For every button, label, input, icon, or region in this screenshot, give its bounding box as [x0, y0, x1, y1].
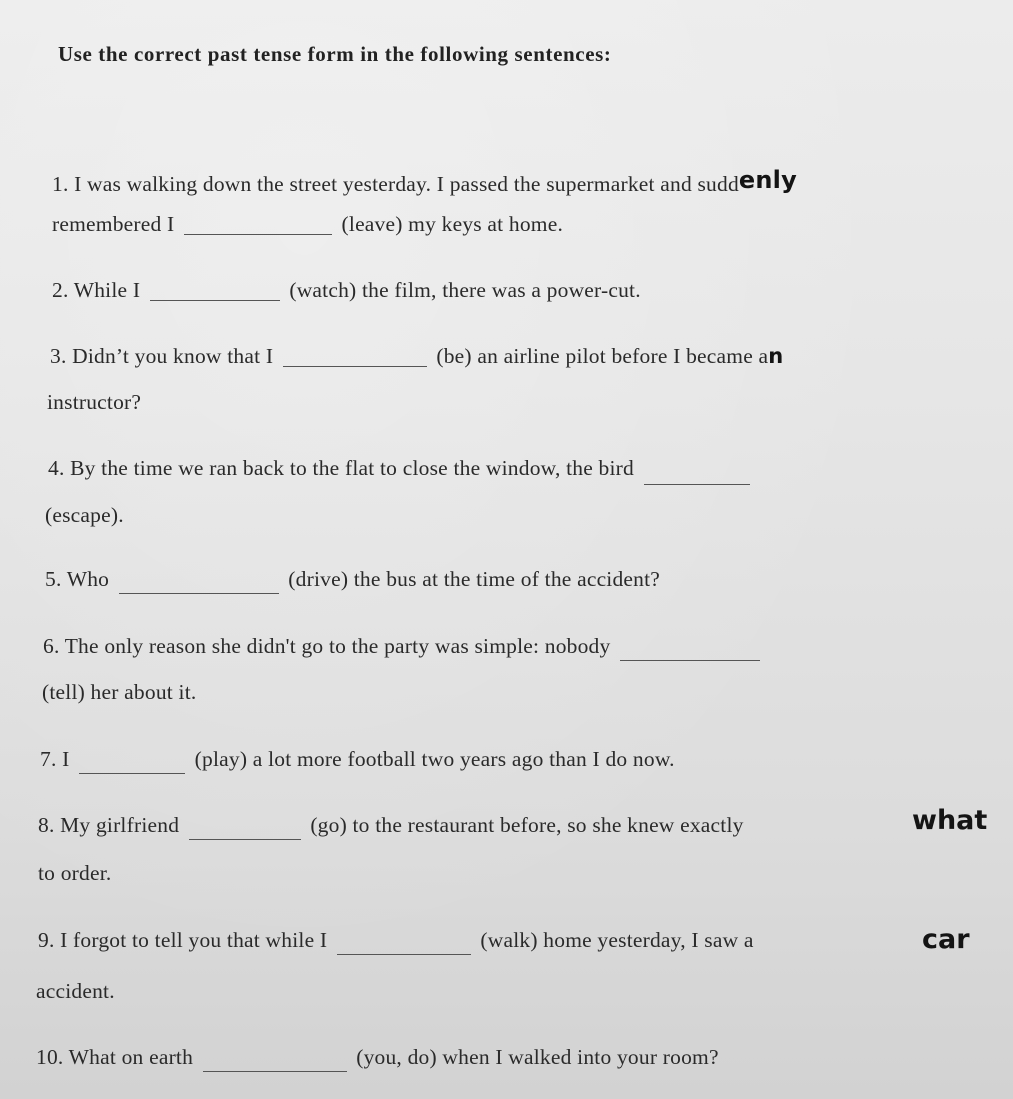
sentence-9-number: 9. [38, 928, 55, 952]
sentence-6-number: 6. [43, 634, 60, 658]
sentence-2-number: 2. [52, 278, 69, 302]
sentence-6-line-2: (tell) her about it. [42, 680, 197, 704]
sentence-2-verb-hint: (watch) the film, there was a power-cut. [289, 278, 641, 302]
sentence-5 [45, 567, 660, 592]
sentence-9-handwriting: car [922, 924, 970, 955]
sentence-7-verb-hint: (play) a lot more football two years ago than I do now. [194, 747, 675, 771]
sentence-1-verb-hint: (leave) my keys at home. [341, 212, 564, 236]
sentence-3-handwriting: n [768, 344, 784, 368]
sentence-9-verb-hint: (walk) home yesterday, I saw a [480, 928, 754, 952]
sentence-4-line-2: (escape). [45, 503, 124, 527]
sentence-8-number: 8. [38, 813, 55, 837]
sentence-8-answer-blank[interactable] [189, 838, 301, 840]
sentence-7-number: 7. [40, 747, 57, 771]
sentence-5-verb-hint: (drive) the bus at the time of the accident? [288, 567, 661, 591]
sentence-3-line-2: instructor? [47, 390, 142, 414]
sentence-2-answer-blank[interactable] [150, 299, 280, 301]
sentence-1-line-2 [52, 212, 563, 237]
sentence-4-text: By the time we ran back to the flat to close the window, the bird [70, 456, 634, 480]
sentence-8-line-1 [38, 813, 744, 838]
sentence-3-line-1 [50, 344, 783, 369]
sentence-8-verb-hint: (go) to the restaurant before, so she knew exactly [310, 813, 744, 837]
sentence-9-text: I forgot to tell you that while I [60, 928, 328, 952]
sentence-2-text: While I [73, 278, 141, 302]
sentence-8-handwriting: what [912, 805, 988, 836]
sentence-7-answer-blank[interactable] [79, 772, 185, 774]
sentence-1-answer-blank[interactable] [184, 233, 332, 235]
sentence-1-line-1 [52, 166, 797, 197]
sentence-10-number: 10. [36, 1045, 64, 1069]
sentence-10-answer-blank[interactable] [203, 1070, 347, 1072]
sentence-6-line-1 [43, 634, 764, 659]
sentence-6-answer-blank[interactable] [620, 659, 760, 661]
sentence-1-text-2: remembered I [52, 212, 175, 236]
sentence-4-answer-blank[interactable] [644, 483, 750, 485]
sentence-10 [36, 1045, 719, 1070]
sentence-7 [40, 747, 675, 772]
sentence-5-answer-blank[interactable] [119, 592, 279, 594]
sentence-8-line-2: to order. [38, 861, 112, 885]
sentence-9-line-2: accident. [36, 979, 115, 1003]
sentence-10-text: What on earth [68, 1045, 194, 1069]
sentence-5-text: Who [66, 567, 110, 591]
sentence-3-text: Didn’t you know that I [72, 344, 274, 368]
sentence-7-text: I [62, 747, 70, 771]
sentence-8-text: My girlfriend [60, 813, 180, 837]
sentence-2 [52, 278, 641, 303]
sentence-5-number: 5. [45, 567, 62, 591]
sentence-6-text: The only reason she didn't go to the party was simple: nobody [64, 634, 611, 658]
sentence-10-verb-hint: (you, do) when I walked into your room? [356, 1045, 719, 1069]
worksheet-instructions: Use the correct past tense form in the following sentences: [58, 42, 612, 66]
sentence-4-line-1 [48, 456, 754, 481]
sentence-1-handwriting: enly [738, 166, 797, 194]
sentence-3-number: 3. [50, 344, 67, 368]
sentence-1-text: I was walking down the street yesterday. I passed the supermarket and sudd [74, 172, 739, 196]
sentence-3-answer-blank[interactable] [283, 365, 427, 367]
sentence-3-verb-hint: (be) an airline pilot before I became a [436, 344, 769, 368]
sentence-1-number: 1. [52, 172, 69, 196]
sentence-9-answer-blank[interactable] [337, 953, 471, 955]
sentence-4-number: 4. [48, 456, 65, 480]
sentence-9-line-1 [38, 928, 754, 953]
